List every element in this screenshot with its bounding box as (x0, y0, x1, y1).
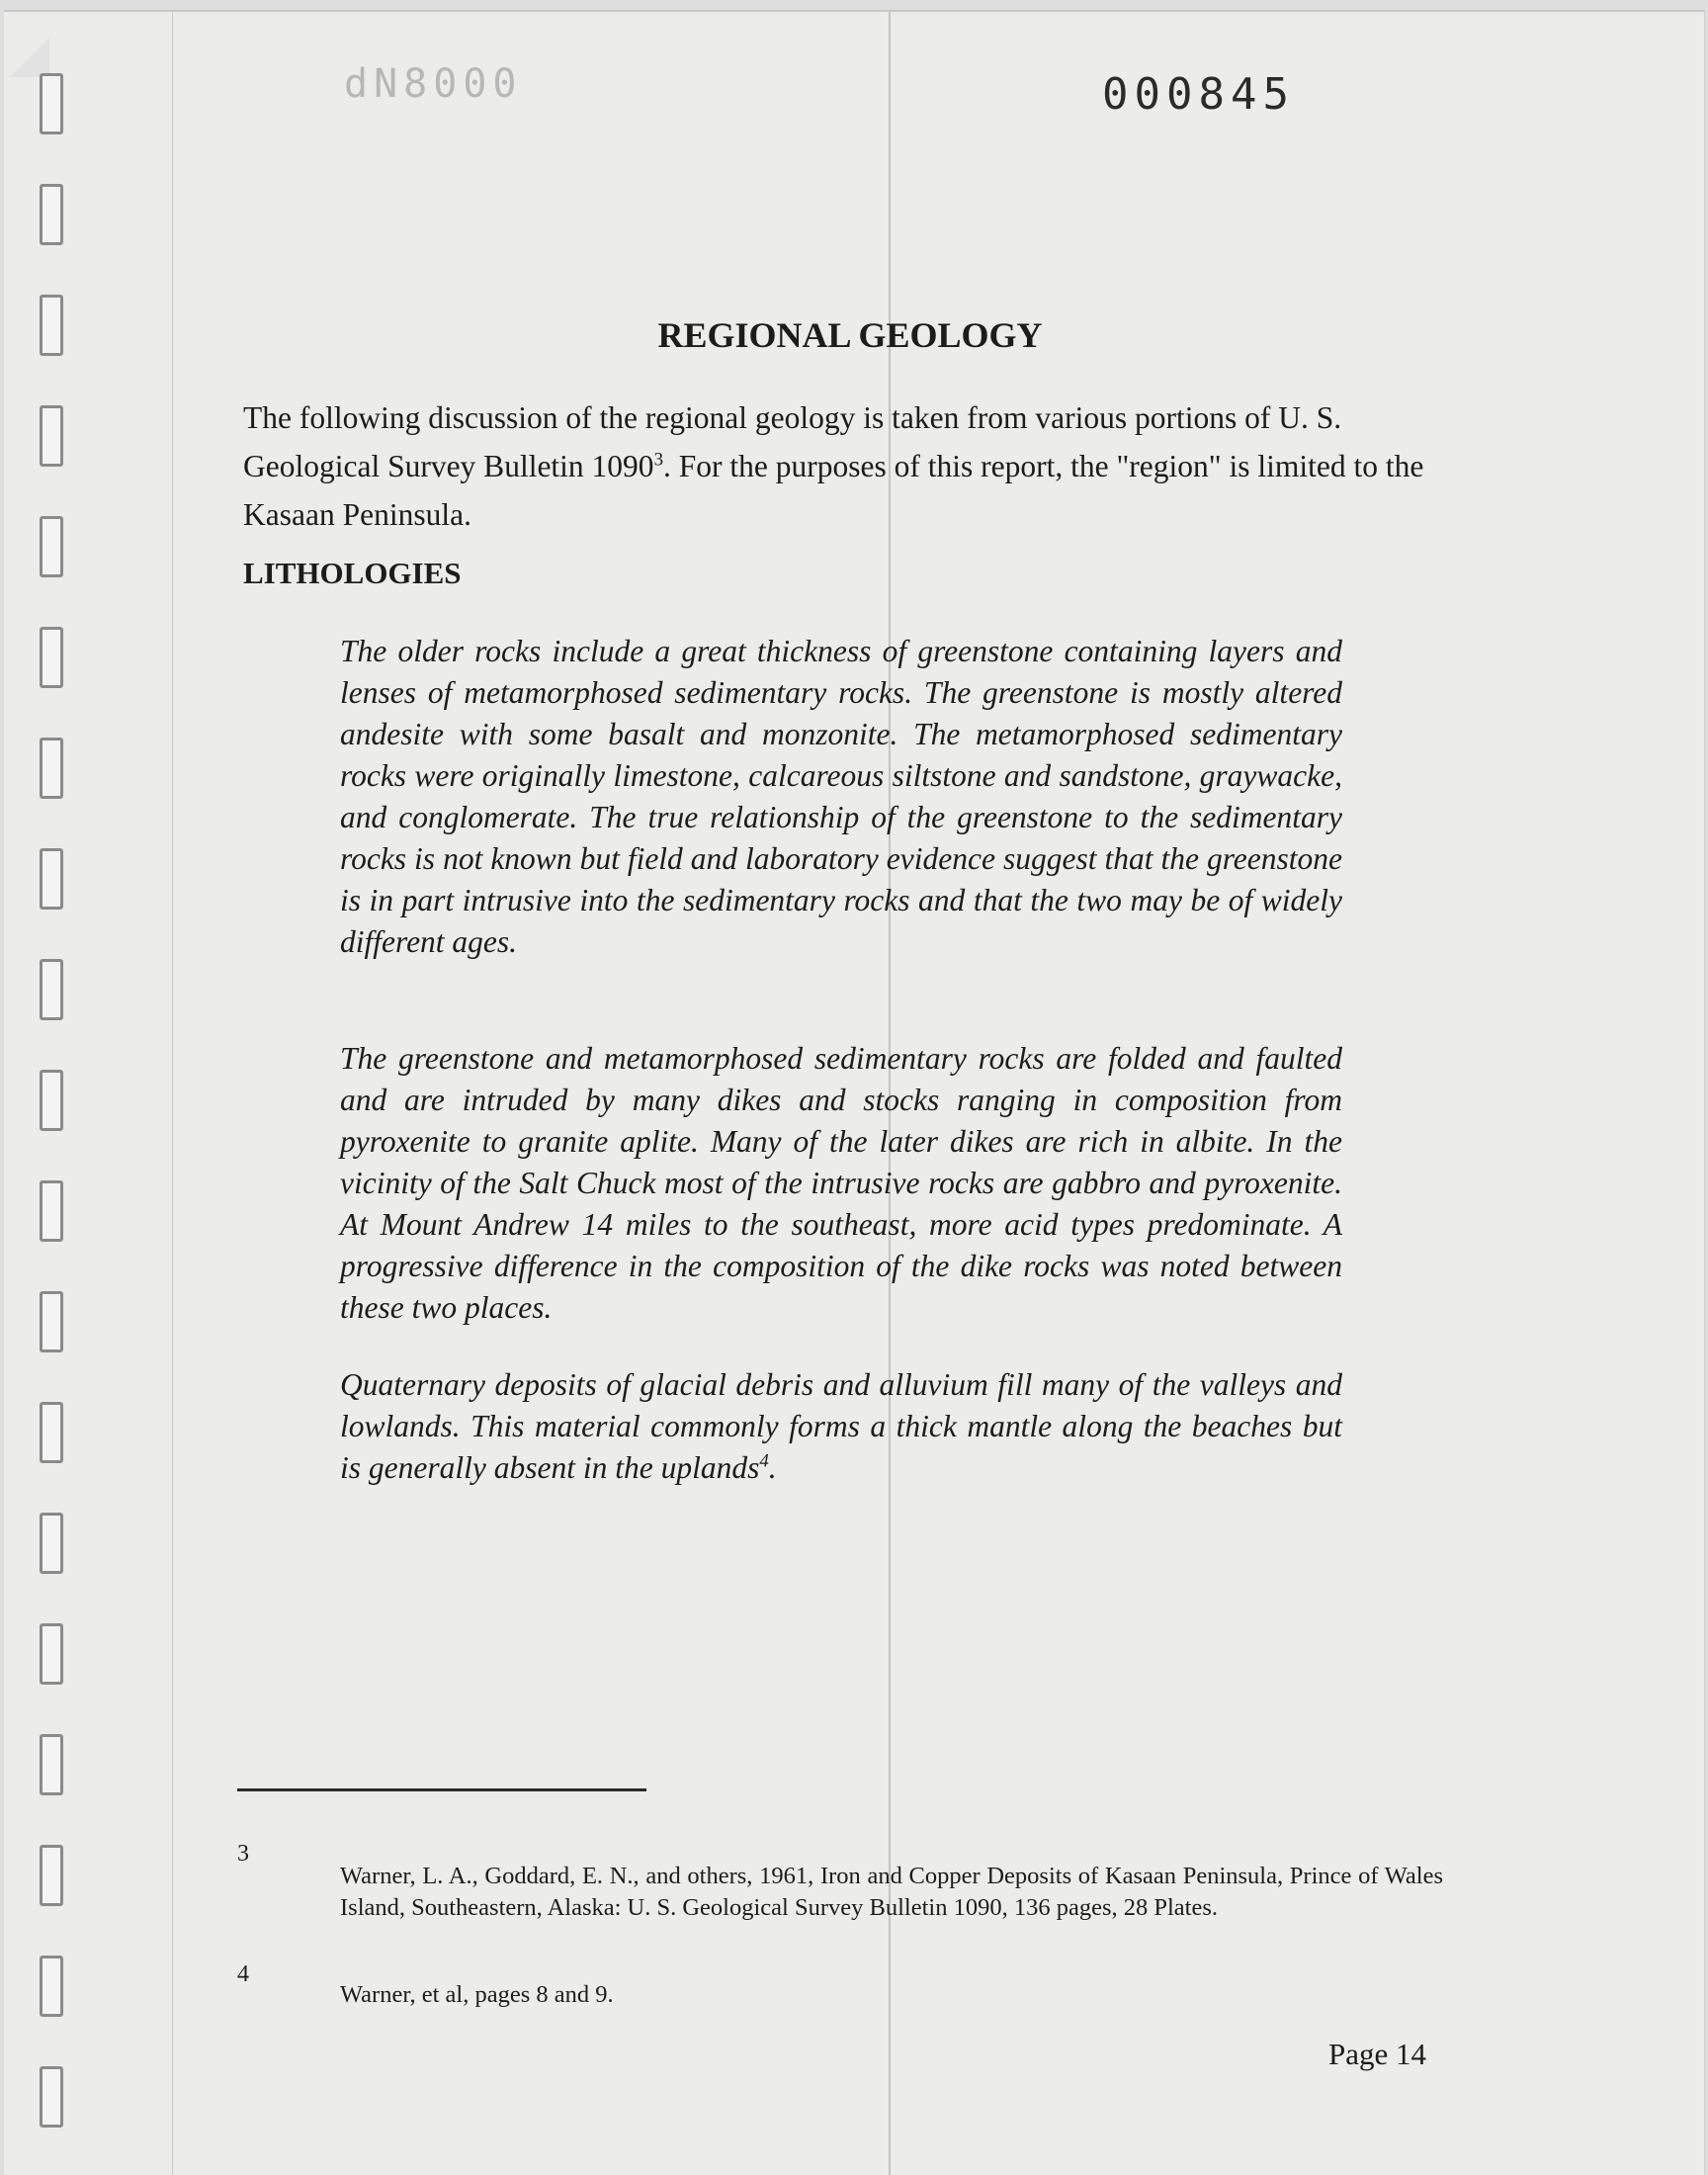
intro-paragraph (243, 393, 1459, 539)
quoted-paragraph-2: The greenstone and metamorphosed sedimentary rocks are folded and faulted and are intruded by many dikes and stocks ranging in composition from pyroxenite to granite aplite. Many of the later dikes are rich in albite. In the vicinity of the Salt Chuck most of the intrusive rocks are gabbro and pyroxenite. At Mount Andrew 14 miles to the southeast, more acid types predominate. A progressive difference in the composition of the dike rocks was noted between these two places. (340, 1041, 1342, 1325)
binding-hole (40, 405, 63, 467)
binding-hole (40, 516, 63, 577)
binding-hole (40, 959, 63, 1020)
footnote-ref-4: 4 (759, 1450, 769, 1472)
quoted-paragraph-3 (340, 1364, 1342, 1489)
binding-hole (40, 1291, 63, 1352)
page-title: REGIONAL GEOLOGY (657, 315, 1043, 355)
intro-text: The following discussion of the regional geology is taken from various portions of U. S. Geological Survey Bulletin 1090 (243, 400, 1342, 483)
page-number: Page 14 (1328, 2037, 1427, 2071)
binding-hole (40, 1402, 63, 1463)
bates-number-stamp: 000845 (1102, 69, 1295, 120)
binding-hole (40, 73, 63, 134)
quoted-paragraph-1: The older rocks include a great thickness of greenstone containing layers and lenses of metamorphosed sedimentary rocks. The greenstone is mostly altered andesite with some basalt and monzonite. The metamorphosed sedimentary rocks were originally limestone, calcareous siltstone and sandstone, graywacke, and conglomerate. The true relationship of the greenstone to the sedimentary rocks is not known but field and laboratory evidence suggest that the greenstone is in part intrusive into the sedimentary rocks and that the two may be of widely different ages. (340, 634, 1342, 959)
footnote-separator (237, 1788, 646, 1791)
binding-hole (40, 2066, 63, 2128)
binding-hole (40, 184, 63, 245)
footnote-4-number: 4 (237, 1961, 249, 1987)
binding-hole (40, 1845, 63, 1906)
footnote-3-number: 3 (237, 1841, 249, 1867)
footnote-ref-3: 3 (653, 449, 664, 471)
binding-hole (40, 1180, 63, 1242)
binding-hole (40, 1070, 63, 1131)
intro-text-continued: . For the purposes of this report, the "region" is limited to the Kasaan Peninsula. (243, 449, 1424, 532)
faded-bates-stamp: dN8000 (344, 61, 523, 107)
binding-hole (40, 738, 63, 799)
quote-3-text: Quaternary deposits of glacial debris and alluvium fill many of the valleys and lowlands. This material commonly forms a thick mantle along the beaches but is generally absent in the uplands (340, 1367, 1342, 1485)
binding-hole (40, 1956, 63, 2017)
binding-hole (40, 1623, 63, 1685)
section-heading-lithologies: LITHOLOGIES (243, 556, 462, 590)
binding-hole (40, 848, 63, 910)
footnote-3-text: Warner, L. A., Goddard, E. N., and others, 1961, Iron and Copper Deposits of Kasaan Peninsula, Prince of Wales Island, Southeastern, Alaska: U. S. Geological Survey Bulletin 1090, 136 pages, 28 Plates. (340, 1863, 1443, 1921)
binding-hole (40, 1734, 63, 1795)
quote-3-end: . (768, 1450, 777, 1485)
footnote-4-text: Warner, et al, pages 8 and 9. (340, 1981, 614, 2008)
binding-hole (40, 1513, 63, 1574)
binding-hole (40, 627, 63, 688)
